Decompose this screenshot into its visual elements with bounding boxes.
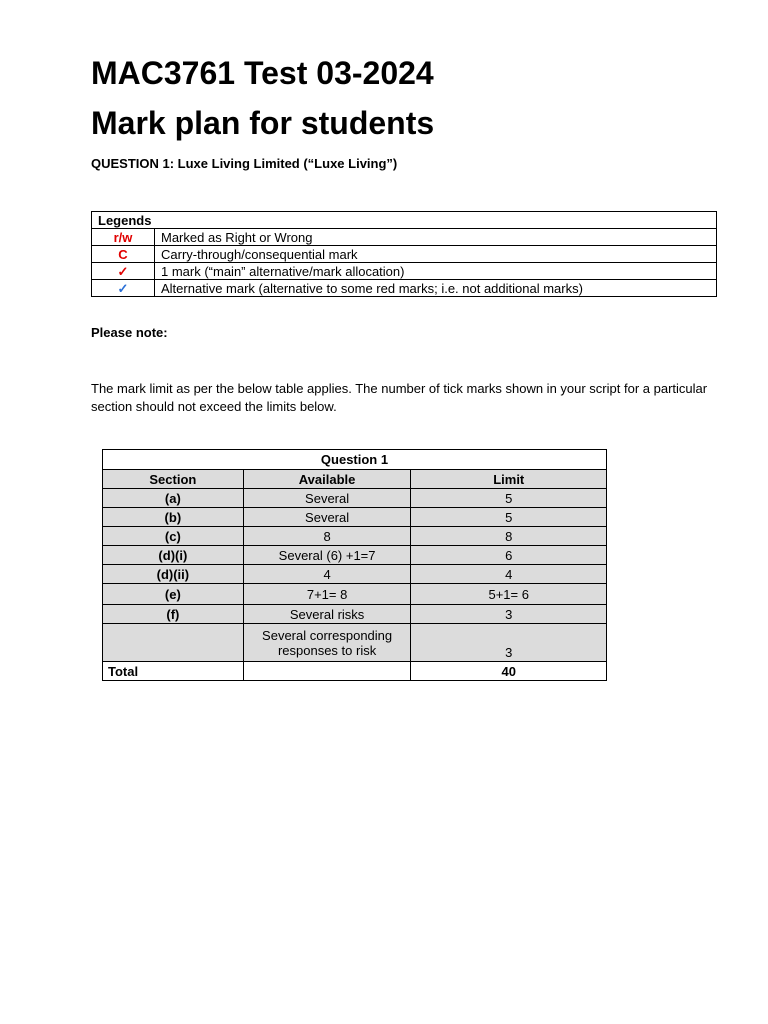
- mark-limit-paragraph: The mark limit as per the below table applies. The number of tick marks shown in your script for a particular section should not exceed the limits below.: [91, 381, 708, 414]
- blue-check-icon: ✓: [92, 280, 155, 297]
- section-cell: (a): [103, 489, 244, 508]
- column-header-limit: Limit: [411, 470, 607, 489]
- limit-cell: 5+1= 6: [411, 584, 607, 605]
- section-cell: (c): [103, 527, 244, 546]
- available-cell: 8: [243, 527, 411, 546]
- mark-limit-table: [102, 449, 607, 681]
- limit-cell: 4: [411, 565, 607, 584]
- total-limit-cell: 40: [411, 662, 607, 681]
- table-header-row: [103, 470, 607, 489]
- legend-description: Carry-through/consequential mark: [155, 246, 717, 263]
- limit-cell: 5: [411, 489, 607, 508]
- legend-description: 1 mark (“main” alternative/mark allocation): [155, 263, 717, 280]
- legend-row: [92, 280, 717, 297]
- table-row: [103, 489, 607, 508]
- available-cell: Several corresponding responses to risk: [243, 624, 411, 662]
- section-cell: (d)(i): [103, 546, 244, 565]
- please-note-heading: Please note:: [91, 325, 168, 340]
- legend-description: Marked as Right or Wrong: [155, 229, 717, 246]
- right-wrong-symbol: r/w: [92, 229, 155, 246]
- limit-cell: 3: [411, 605, 607, 624]
- available-cell: Several: [243, 508, 411, 527]
- table-caption: Question 1: [103, 450, 607, 470]
- column-header-section: Section: [103, 470, 244, 489]
- limit-cell: 3: [411, 624, 607, 662]
- table-row: [103, 584, 607, 605]
- total-row: [103, 662, 607, 681]
- red-check-icon: ✓: [92, 263, 155, 280]
- table-row: [103, 546, 607, 565]
- document-title: MAC3761 Test 03-2024: [91, 55, 434, 91]
- table-row: [103, 527, 607, 546]
- available-cell: Several (6) +1=7: [243, 546, 411, 565]
- section-cell: (f): [103, 605, 244, 624]
- section-cell: (b): [103, 508, 244, 527]
- legend-description: Alternative mark (alternative to some red marks; i.e. not additional marks): [155, 280, 717, 297]
- limit-cell: 8: [411, 527, 607, 546]
- column-header-available: Available: [243, 470, 411, 489]
- table-row: [103, 508, 607, 527]
- question-heading: QUESTION 1: Luxe Living Limited (“Luxe Living”): [91, 156, 398, 171]
- available-cell: 7+1= 8: [243, 584, 411, 605]
- table-caption-row: [103, 450, 607, 470]
- total-available-cell: [243, 662, 411, 681]
- carry-through-symbol: C: [92, 246, 155, 263]
- legend-row: [92, 246, 717, 263]
- limit-cell: 5: [411, 508, 607, 527]
- available-cell: 4: [243, 565, 411, 584]
- legend-row: [92, 263, 717, 280]
- table-row: [103, 565, 607, 584]
- legends-header: Legends: [92, 212, 717, 229]
- legend-row: [92, 229, 717, 246]
- document-subtitle: Mark plan for students: [91, 105, 435, 141]
- available-cell: Several risks: [243, 605, 411, 624]
- section-cell: (e): [103, 584, 244, 605]
- limit-cell: 6: [411, 546, 607, 565]
- available-cell: Several: [243, 489, 411, 508]
- legends-table: [91, 211, 717, 297]
- total-label: Total: [103, 662, 244, 681]
- section-cell: [103, 624, 244, 662]
- section-cell: (d)(ii): [103, 565, 244, 584]
- legends-header-row: [92, 212, 717, 229]
- table-row: [103, 624, 607, 662]
- table-row: [103, 605, 607, 624]
